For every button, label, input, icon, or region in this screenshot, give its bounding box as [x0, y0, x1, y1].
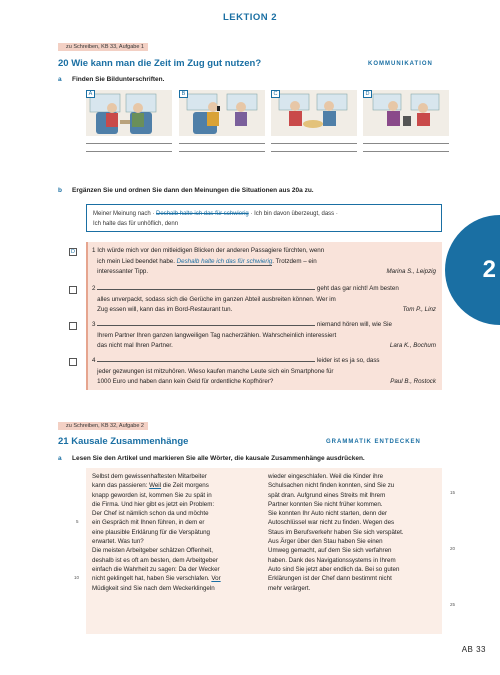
opinion-4-blank[interactable]: [97, 361, 315, 362]
caption-line-c[interactable]: [271, 143, 357, 144]
picture-d: [363, 90, 449, 141]
task20-title: 20 Wie kann man die Zeit im Zug gut nutzen?: [58, 58, 262, 69]
article-line: deshalb ist es oft am besten, dem Arbeitgeber: [92, 556, 218, 564]
caption-line-b[interactable]: [179, 143, 265, 144]
picture-c: [271, 90, 357, 141]
task21-source-tag: zu Schreiben, KB 32, Aufgabe 2: [58, 422, 148, 430]
opinion-3: [92, 320, 436, 352]
article-left-column: [92, 472, 262, 593]
line-number-15: 15: [450, 490, 456, 495]
opinion-3-blank[interactable]: [97, 325, 315, 326]
article-line: Umweg gemacht, auf dem Sie sich verfahren: [268, 547, 392, 555]
train-phone-illustration: [179, 90, 265, 136]
picture-a: [86, 90, 172, 141]
article-line: spät dran. Aufgrund eines Streits mit Ihrem: [268, 491, 386, 499]
opinion-2-blank[interactable]: [97, 289, 315, 290]
answer-box-2[interactable]: [69, 286, 77, 294]
opinion-4-number: 4: [92, 357, 96, 364]
article-line: Müdigkeit sind Sie nach dem Weckerklingeln: [92, 584, 215, 592]
train-couple-illustration: [86, 90, 172, 136]
caption-line-b2[interactable]: [179, 151, 265, 152]
opinion-1-line2a: ich mein Lied beendet habe.: [97, 257, 175, 265]
picture-c-label: C: [271, 90, 280, 98]
article-line: Auto sind Sie jetzt aber endlich da. Bei so guten: [268, 565, 400, 573]
caption-line-a2[interactable]: [86, 151, 172, 152]
phrase-1: Meiner Meinung nach: [93, 211, 151, 217]
task20b-text: Ergänzen Sie und ordnen Sie dann den Meinungen die Situationen aus 20a zu.: [72, 187, 314, 194]
task20-category: KOMMUNIKATION: [368, 61, 433, 67]
article-line: eine plausible Erklärung für die Verspätung: [92, 528, 210, 536]
article-line: Der Chef ist nämlich schon da und möchte: [92, 510, 209, 518]
task20b-label: b: [58, 187, 62, 194]
opinion-2-line2: alles unverpackt, sodass sich die Gerüche im ganzen Abteil ausbreiten können. Wer im: [97, 295, 336, 303]
opinion-3-line2: Ihrem Partner Ihren ganzen langweiligen Tag nacherzählen. Wahrscheinlich interessiert: [97, 331, 337, 339]
article-line: ein Gespräch mit Ihnen führen, in dem er: [92, 519, 205, 527]
opinion-3-line3: das nicht mal Ihren Partner.: [97, 342, 173, 349]
opinion-1-line1: Ich würde mich vor den mitleidigen Blicken der anderen Passagiere fürchten, wenn: [97, 247, 325, 254]
opinion-1-line2b: . Trotzdem – ein: [272, 257, 317, 265]
line-number-10: 10: [74, 575, 80, 580]
answer-box-4[interactable]: [69, 358, 77, 366]
task20a-label: a: [58, 76, 62, 83]
opinion-3-number: 3: [92, 321, 96, 328]
page-number: AB 33: [461, 645, 486, 654]
answer-box-1[interactable]: D: [69, 248, 77, 256]
task20-source-tag: zu Schreiben, KB 33, Aufgabe 1: [58, 43, 148, 51]
task21a-label: a: [58, 455, 62, 462]
opinion-1-number: 1: [92, 247, 96, 254]
article-line: mehr verärgert.: [268, 584, 311, 592]
opinion-1-author: Marina S., Leipzig: [386, 268, 436, 275]
article-line: Sie konnten Ihr Auto nicht starten, denn der: [268, 510, 388, 518]
opinion-4-line3: 1000 Euro und haben dann kein Geld für ordentliche Kopfhörer?: [97, 378, 274, 385]
article-line: Schulsachen nicht finden konnten, sind Sie zu: [268, 482, 395, 490]
caption-line-d[interactable]: [363, 143, 449, 144]
article-line: kann das passieren: Weil die Zeit morgens: [92, 482, 209, 490]
article-line: nicht geklingelt hat, haben Sie verschlafen. Vor: [92, 575, 221, 583]
opinion-2: [92, 284, 436, 316]
article-line: haben. Dank des Navigationssystems in Ihrem: [268, 556, 396, 564]
train-eating-illustration: [271, 90, 357, 136]
picture-b: [179, 90, 265, 141]
line-number-20: 20: [450, 546, 456, 551]
opinion-3-line1: niemand hören will, wie Sie: [316, 321, 392, 328]
chapter-tab-number: 2: [482, 256, 496, 283]
opinion-2-line3: Zug essen will, kann das im Bord-Restaurant tun.: [97, 306, 233, 313]
picture-d-label: D: [363, 90, 372, 98]
article-line: Autoschlüssel war nicht zu finden. Wegen des: [268, 519, 395, 527]
article-line: knapp geworden ist, kommen Sie zu spät in: [92, 491, 212, 499]
opinion-2-number: 2: [92, 285, 96, 292]
phrase-box: Meiner Meinung nach · Deshalb halte ich das für schwierig · Ich bin davon überzeugt, dass · Ich halte das für unhöflich, denn: [86, 204, 442, 232]
opinion-2-author: Tom P., Linz: [402, 306, 436, 313]
task21-title: 21 Kausale Zusammenhänge: [58, 436, 189, 447]
article-line: Aus Ärger über den Stau haben Sie einen: [268, 538, 383, 546]
opinion-1-handwritten-answer[interactable]: Deshalb halte ich das für schwierig: [176, 257, 273, 265]
picture-b-label: B: [179, 90, 188, 98]
train-singing-illustration: [363, 90, 449, 136]
task21a-text: Lesen Sie den Artikel und markieren Sie alle Wörter, die kausale Zusammenhänge ausdrücken.: [72, 455, 365, 462]
article-right-column: [268, 472, 438, 593]
opinion-4: [92, 356, 436, 388]
caption-line-d2[interactable]: [363, 151, 449, 152]
caption-line-c2[interactable]: [271, 151, 357, 152]
opinion-4-line2: jeder gezwungen ist mitzuhören. Wieso kaufen manche Leute sich ein Smartphone für: [97, 367, 334, 375]
task20a-instruction: [58, 76, 164, 83]
caption-line-a[interactable]: [86, 143, 172, 144]
answer-box-3[interactable]: [69, 322, 77, 330]
opinion-3-author: Lara K., Bochum: [389, 342, 436, 349]
opinion-4-author: Paul B., Rostock: [390, 378, 436, 385]
opinion-1: [92, 246, 436, 278]
article-line: Die meisten Arbeitgeber schätzen Offenheit,: [92, 547, 213, 555]
phrase-3: Ich bin davon überzeugt, dass: [254, 211, 335, 217]
article-line: erwartet. Was tun?: [92, 538, 144, 546]
article-line: Partner konnten Sie nicht früher kommen.: [268, 500, 383, 508]
task21a-instruction: [58, 455, 365, 462]
opinion-1-line3: interessanter Tipp.: [97, 268, 149, 275]
article-line: wieder eingeschlafen. Weil die Kinder ihre: [268, 473, 384, 480]
phrase-2-crossed: Deshalb halte ich das für schwierig: [156, 211, 249, 217]
article-line: Erklärungen ist der Chef dann bestimmt nicht: [268, 575, 392, 583]
task20b-instruction: [58, 187, 314, 194]
lesson-title: LEKTION 2: [222, 12, 278, 23]
task20a-text: Finden Sie Bildunterschriften.: [72, 76, 165, 83]
opinion-4-line1: leider ist es ja so, dass: [316, 357, 380, 364]
opinion-2-line1: geht das gar nicht! Am besten: [316, 285, 399, 292]
line-number-25: 25: [450, 602, 456, 607]
phrase-5: Ich halte das für unhöflich, denn: [93, 221, 179, 227]
article-line: einfach die Wahrheit zu sagen: Da der Wecker: [92, 565, 220, 573]
article-line: Selbst dem gewissenhaftesten Mitarbeiter: [92, 473, 207, 480]
line-number-5: 5: [76, 519, 79, 524]
picture-a-label: A: [86, 90, 95, 98]
task21-category: GRAMMATIK ENTDECKEN: [326, 439, 421, 445]
article-line: Staus im Berufsverkehr haben Sie sich verspätet.: [268, 528, 404, 536]
article-line: die Firma. Und hier gibt es jetzt ein Problem:: [92, 500, 215, 508]
